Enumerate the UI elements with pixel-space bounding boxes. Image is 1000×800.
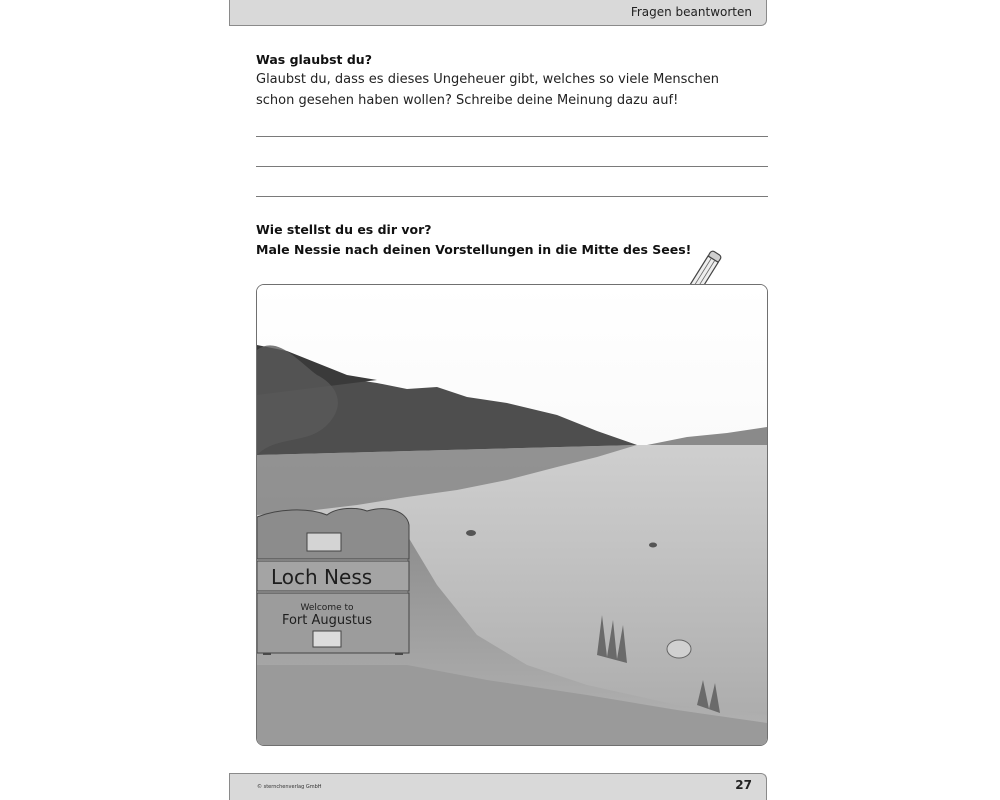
question2-instruction: Male Nessie nach deinen Vorstellungen in die Mitte des Sees! xyxy=(256,242,692,257)
question1-heading: Was glaubst du? xyxy=(256,52,372,67)
sign-place: Fort Augustus xyxy=(281,613,373,628)
answer-line-1[interactable] xyxy=(256,136,768,137)
sign-title: Loch Ness xyxy=(271,565,373,589)
answer-line-2[interactable] xyxy=(256,166,768,167)
answer-line-3[interactable] xyxy=(256,196,768,197)
sign-welcome: Welcome to xyxy=(300,603,354,613)
section-title: Fragen beantworten xyxy=(630,5,752,19)
page-header xyxy=(229,0,767,26)
page-footer xyxy=(229,773,767,800)
question2-heading: Wie stellst du es dir vor? xyxy=(256,222,432,237)
loch-ness-photo[interactable] xyxy=(256,284,768,746)
copyright-text: © sternchenverlag GmbH xyxy=(257,784,322,790)
question1-text: Glaubst du, dass es dieses Ungeheuer gibt, welches so viele Menschen schon gesehen haben wollen? Schreibe deine Meinung dazu auf! xyxy=(256,72,719,108)
page-number: 27 xyxy=(735,778,752,792)
